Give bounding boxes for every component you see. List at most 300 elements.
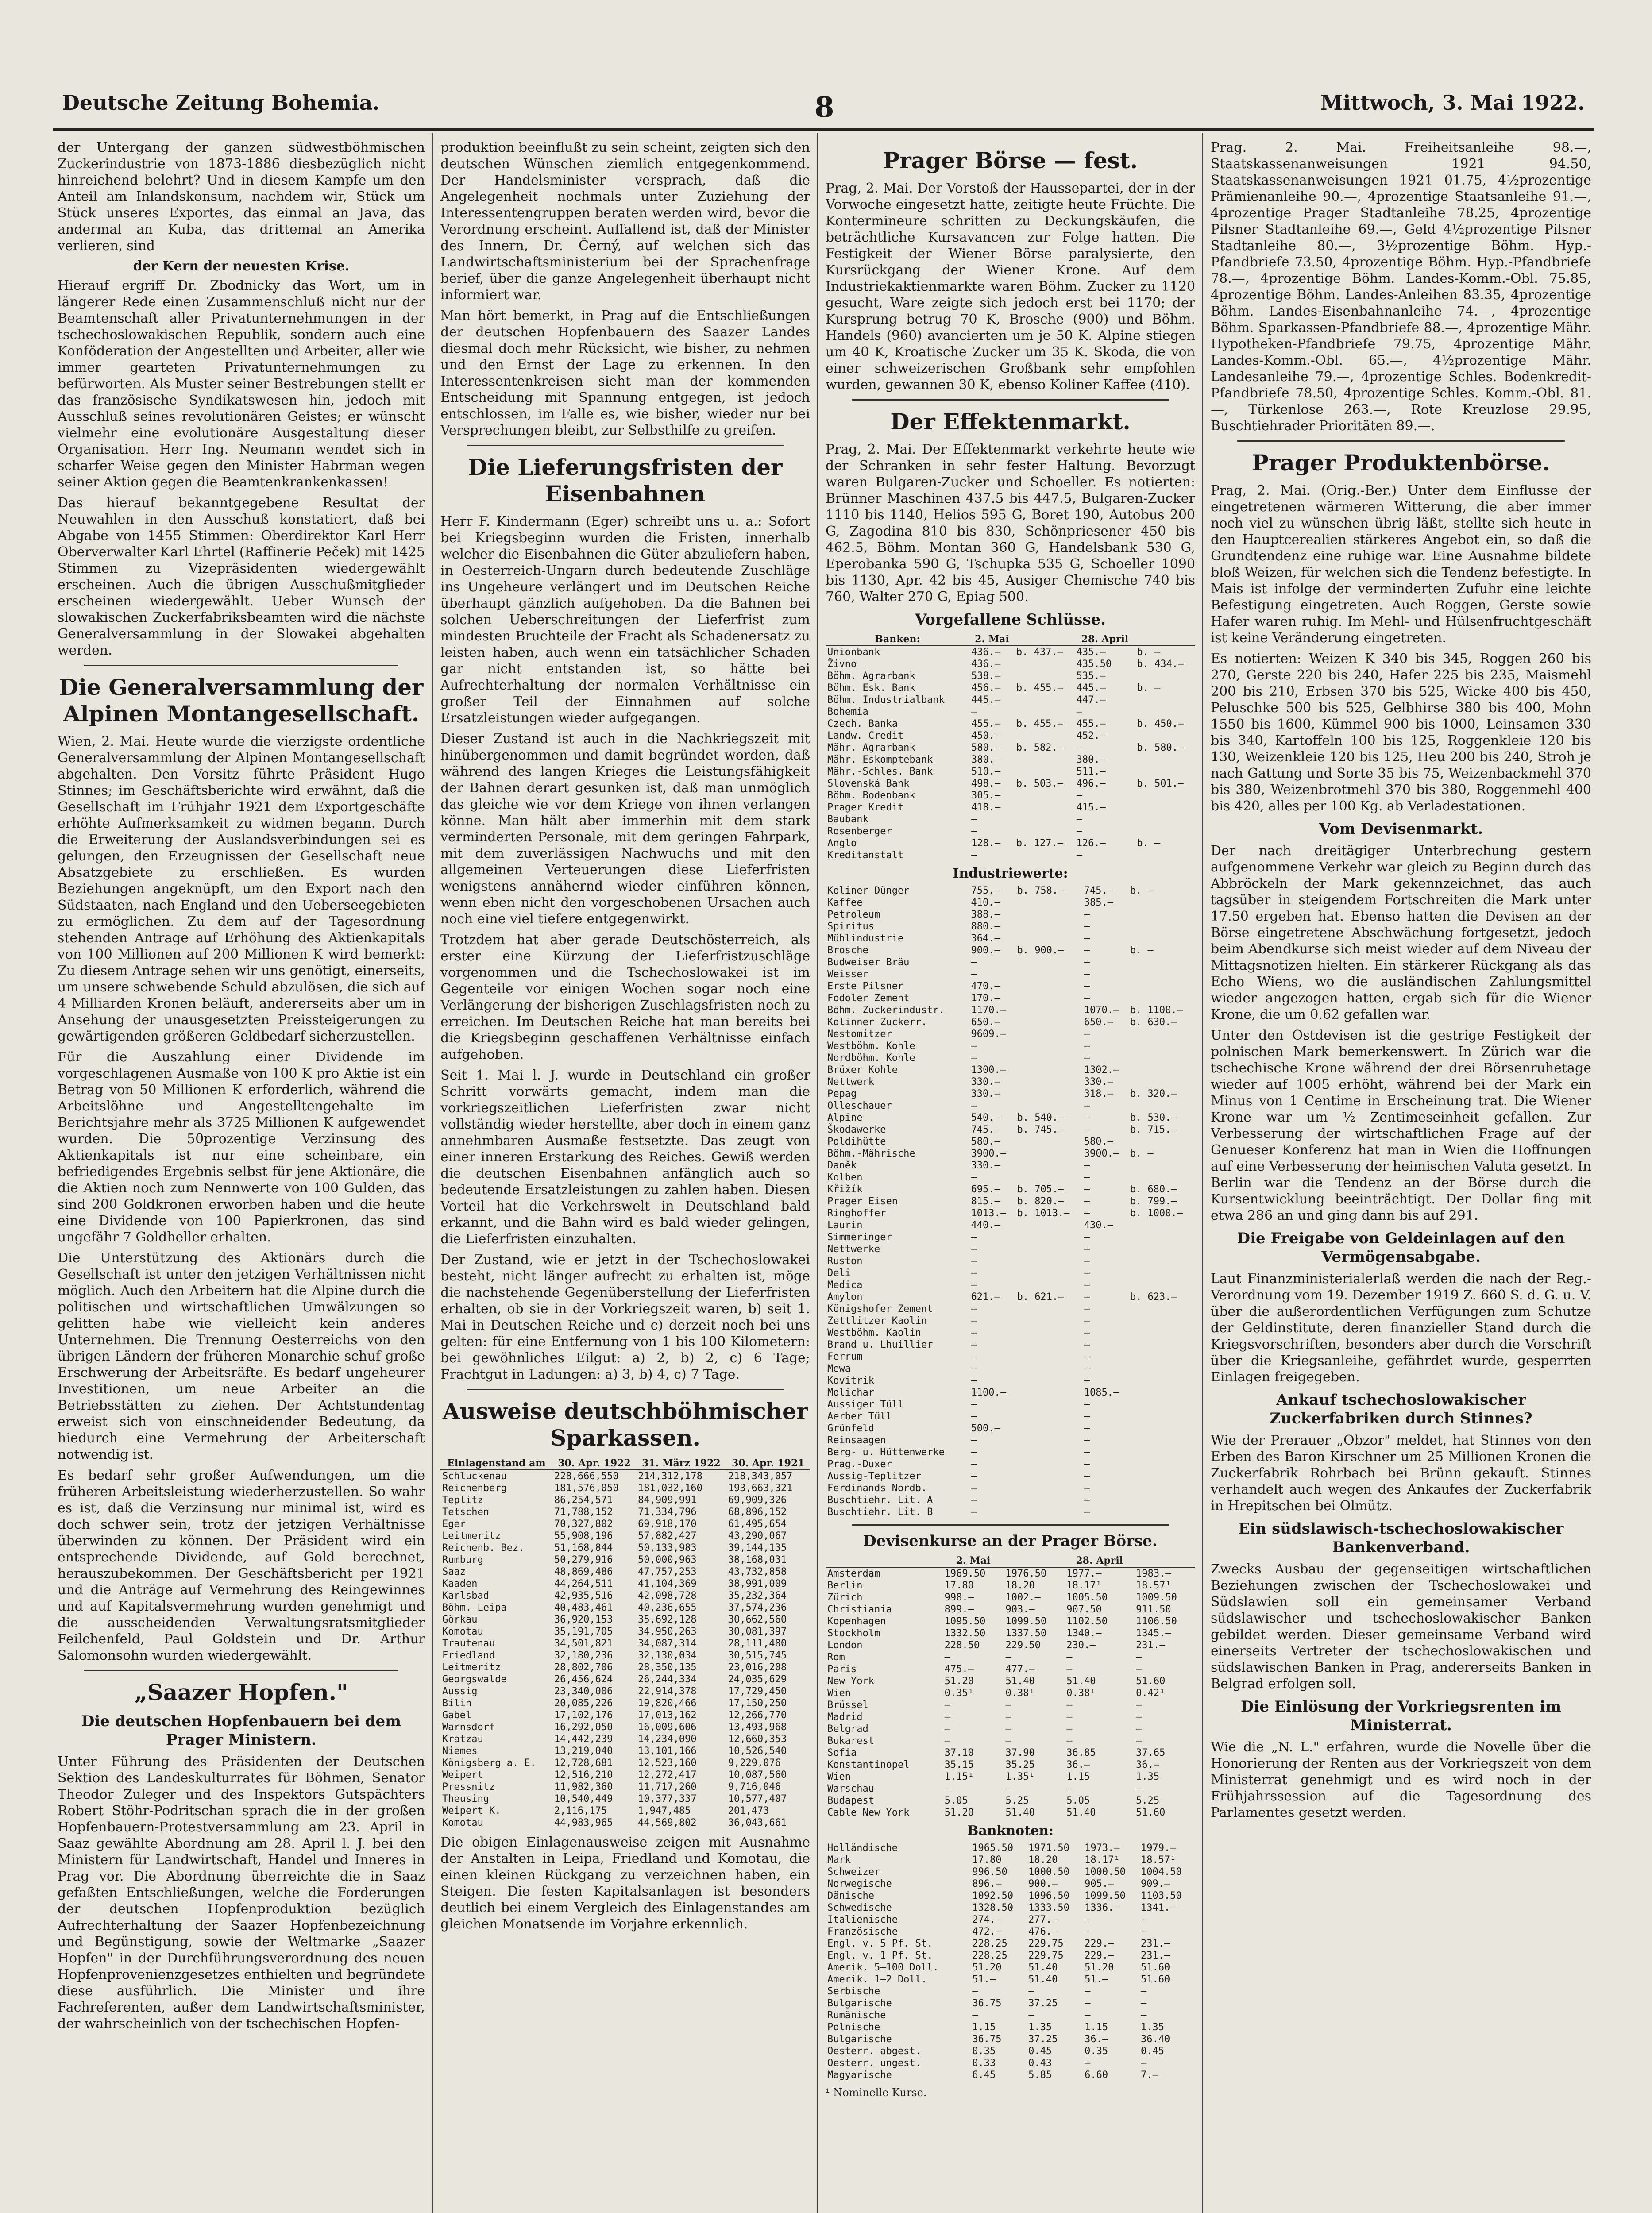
table-cell: —: [1066, 1700, 1073, 1711]
table-cell: —: [1085, 2010, 1091, 2021]
article-paragraph: Es bedarf sehr großer Aufwendungen, um die früheren Arbeitsleistung wiederherzustellen. So wahr es ist, daß die Verzinsung nur minimal ist, wird es doch schwer sein, trotz der jetzigen Verhältnisse überwinden zu können. Der Präsident wird ein entsprechende Dividende, auf Gold berechnet, herauszubekommen. Der Geschäftsbericht per 1921 und die Anträge auf Vermehrung des Reingewinnes und auf Kapitalsvermehrung wurden genehmigt und die ausscheidenden Verwaltungsratsmitglieder Feilchenfeld, Paul Goldstein und Dr. Arthur Salomonsohn wurden wiedergewählt.: [58, 1468, 425, 1663]
table-cell: 10,577,407: [728, 1793, 787, 1804]
table-cell: b. 1100.—: [1130, 1005, 1183, 1016]
article-headline: Die Lieferungsfristen der Eisenbahnen: [468, 454, 783, 507]
table-cell: 26,244,334: [638, 1674, 697, 1685]
table-row: [826, 1040, 1195, 1052]
table-cell: —: [971, 1315, 977, 1326]
table-cell: 5.05: [944, 1795, 968, 1806]
table-cell: —: [971, 1351, 977, 1362]
table-cell: 455.—: [971, 718, 1001, 729]
table-cell: 193,663,321: [728, 1483, 793, 1494]
table-cell: 18.17¹: [1066, 1580, 1102, 1591]
table-row: [826, 1207, 1195, 1219]
table-cell: —: [1136, 1712, 1142, 1723]
table-row: [826, 694, 1195, 706]
table-cell: 580.—: [971, 1136, 1000, 1147]
table-cell: b. 503.—: [1016, 778, 1063, 789]
article-paragraph: Wie der Prerauer „Obzor" meldet, hat Stinnes von den Erben des Baron Kirschner um 25 Millionen Kronen die Zuckerfabrik Rohrbach bei Brünn gekauft. Stinnes verhandelt auch wegen des Ankaufes der Zuckerfabrik in Hrepitschen bei Olmütz.: [1211, 1433, 1591, 1514]
table-cell: —: [1141, 1914, 1147, 1925]
table-cell: Berlin: [827, 1580, 863, 1591]
table-row: [826, 1687, 1195, 1699]
table-cell: Böhm. Agrarbank: [827, 671, 915, 682]
table-row: [440, 1494, 810, 1506]
table-cell: 1099.50: [1005, 1616, 1047, 1627]
subheading: Vorgefallene Schlüsse.: [915, 611, 1106, 628]
table-cell: 51.40: [1005, 1807, 1035, 1818]
table-cell: 17,729,450: [728, 1686, 787, 1697]
divider: [84, 1670, 398, 1671]
table-cell: 418.—: [971, 802, 1001, 813]
table-cell: Baubank: [827, 814, 868, 825]
table-cell: 42,935,516: [554, 1590, 613, 1601]
table-row: [826, 1997, 1195, 2009]
table-cell: 10,377,337: [638, 1793, 697, 1804]
table-cell: 16,292,050: [554, 1722, 613, 1733]
table-row: [826, 1231, 1195, 1243]
article-paragraph: Unter den Ostdevisen ist die gestrige Festigkeit der polnischen Mark bemerkenswert. In Zürich war die tschechische Krone während der drei Börsenruhetage wieder auf 1005 erhöht, während bei der Mark ein Minus von 1 Centime in Erscheinung trat. Die Wiener Krone war um ½ Zentimeseinheit gefallen. Zur Verbesserung der wirtschaftlichen Frage auf der Genueser Konferenz hat man in Wien die Hoffnungen auf eine Verbesserung der heimischen Valuta gesetzt. In Berlin war die Tendenz an der Börse durch die Kursentwicklung beeinträchtigt. Der Dollar fing mit etwa 286 an und ging dann bis auf 291.: [1211, 1028, 1591, 1223]
table-cell: [1135, 766, 1195, 778]
table-cell: 274.—: [972, 1914, 1002, 1925]
table-cell: Eger: [442, 1519, 466, 1530]
table-cell: [1128, 1387, 1195, 1399]
table-cell: 36,920,153: [554, 1614, 613, 1625]
table-cell: Weipert: [442, 1770, 483, 1781]
table-cell: b. 715.—: [1130, 1124, 1177, 1135]
table-cell: 1.15¹: [944, 1771, 974, 1782]
table-cell: 51.40: [1028, 1974, 1058, 1985]
table-cell: Prag.-Duxer: [827, 1459, 892, 1470]
table-row: [826, 1267, 1195, 1279]
table-cell: Grünfeld: [827, 1423, 874, 1434]
table-cell: —: [1076, 814, 1082, 825]
table-cell: 12,266,770: [728, 1710, 787, 1721]
table-cell: [1015, 1315, 1082, 1327]
table-cell: 815.—: [971, 1196, 1000, 1207]
table-cell: 909.—: [1141, 1878, 1170, 1889]
table-cell: —: [971, 969, 977, 980]
column-2: [440, 139, 810, 2213]
table-cell: Poldihütte: [827, 1136, 886, 1147]
table-row: [826, 980, 1195, 992]
table-cell: Fodoler Zement: [827, 993, 910, 1004]
table-row: [440, 1662, 810, 1673]
article-paragraph: Das hierauf bekanntgegebene Resultat der Neuwahlen in den Ausschuß konstatiert, daß bei Abgabe von 1455 Stimmen: Oberdirektor Karl Herr Oberverwalter Karl Ehrtel (Raffinerie Peček) mit 1425 Stimmen zu Vizepräsidenten wiedergewählt erscheinen. Auch die übrigen Ausschußmitglieder erscheinen wiedergewählt. Ueber Wunsch der slowakischen Zuckerfabriksbeamten wird die nächste Generalversammlung in der Slowakei abgehalten werden.: [58, 495, 425, 658]
table-cell: 1170.—: [971, 1005, 1006, 1016]
table-row: [440, 1733, 810, 1745]
table-cell: 35.15: [944, 1759, 974, 1770]
subheading: Ankauf tschechoslowakischer Zuckerfabriken durch Stinnes?: [1270, 1391, 1532, 1427]
article-paragraph: Trotzdem hat aber gerade Deutschösterreich, als erster eine Kürzung der Lieferfristzuschläge vorgenommen und die Tschechoslowakei ist im Gegenteile vor einigen Wochen sogar noch eine Verlängerung der bisherigen Zuschlagsfristen noch zu erreichen. Im Deutschen Reiche hat man bereits bei die Kriegsbeginn geschaffenen Verhältnisse einfach aufgehoben.: [440, 932, 810, 1062]
table-cell: 12,523,160: [638, 1758, 697, 1769]
table-cell: 6.60: [1085, 2070, 1108, 2081]
table-cell: —: [971, 1435, 977, 1446]
table-cell: 32,180,236: [554, 1650, 613, 1661]
table-cell: —: [1076, 790, 1082, 801]
table-cell: 511.—: [1076, 766, 1106, 777]
table-cell: Anglo: [827, 838, 857, 849]
table-cell: 34,950,263: [638, 1626, 697, 1637]
table-cell: 51.60: [1136, 1676, 1166, 1687]
table-cell: —: [1141, 1926, 1147, 1937]
table-cell: b. 705.—: [1017, 1184, 1064, 1195]
table-cell: 70,327,802: [554, 1519, 613, 1530]
table-cell: 37.90: [1005, 1747, 1035, 1758]
table-cell: Kopenhagen: [827, 1616, 886, 1627]
table-cell: —: [971, 1100, 977, 1111]
table-cell: —: [1084, 1339, 1090, 1350]
table-cell: 1341.—: [1141, 1902, 1176, 1913]
table-row: [826, 1363, 1195, 1375]
table-cell: Warnsdorf: [442, 1722, 495, 1733]
column-4: [1211, 139, 1591, 2213]
table-cell: Alpine: [827, 1112, 863, 1123]
table-cell: —: [944, 1652, 950, 1663]
table-cell: 330.—: [971, 1160, 1000, 1171]
table-cell: [1128, 1243, 1195, 1255]
article-paragraph: Laut Finanzministerialerlaß werden die nach der Reg.-Verordnung vom 19. Dezember 1919 Z. 660 S. d. G. u. V. über die außerordentlichen Verfügungen zum Schutze der Geldinstitute, deren finanzieller Stand durch die Kriegsvorschriften, besonders aber durch die Vorschrift über die Kriegsanleihe, gefährdet wurde, gesperrten Einlagen freigegeben.: [1211, 1271, 1591, 1385]
table-cell: [1128, 1028, 1195, 1040]
table-cell: 126.—: [1076, 838, 1106, 849]
table-cell: —: [971, 826, 977, 837]
table-cell: Prager Eisen: [827, 1196, 898, 1207]
table-cell: 36.—: [1066, 1759, 1090, 1770]
table-header: 31. März 1922: [636, 1457, 726, 1470]
table-cell: —: [971, 1471, 977, 1482]
table-cell: 540.—: [971, 1112, 1000, 1123]
table-cell: Křižík: [827, 1184, 863, 1195]
table-cell: —: [1136, 1723, 1142, 1735]
table-cell: Amerik. 1–2 Doll.: [827, 1974, 927, 1985]
table-cell: [1015, 825, 1075, 837]
table-cell: —: [1084, 1303, 1090, 1315]
table-cell: 452.—: [1076, 730, 1106, 741]
table-cell: —: [971, 814, 977, 825]
table-row: [826, 1627, 1195, 1639]
table-cell: Mähr.-Schles. Bank: [827, 766, 933, 777]
table-row: [826, 956, 1195, 968]
table-row: [826, 1592, 1195, 1604]
table-cell: Unionbank: [827, 647, 880, 658]
table-cell: 231.—: [1136, 1640, 1166, 1651]
table-cell: —: [1066, 1652, 1073, 1663]
table-cell: 50,279,916: [554, 1554, 613, 1565]
table-cell: 51.20: [944, 1807, 974, 1818]
table-cell: Landw. Credit: [827, 730, 904, 741]
table-cell: Prager Kredit: [827, 802, 904, 813]
table-cell: 30,662,560: [728, 1614, 787, 1625]
table-cell: [1015, 1411, 1082, 1423]
table-cell: [1128, 933, 1195, 945]
table-cell: 1,947,485: [638, 1805, 691, 1816]
subheading: Ein südslawisch-tschechoslowakischer Bankenverband.: [1238, 1520, 1564, 1556]
table-cell: 410.—: [971, 897, 1000, 908]
table-row: [826, 1890, 1195, 1902]
table-cell: 218,343,057: [728, 1471, 793, 1482]
table-row: [826, 2009, 1195, 2021]
table-cell: 12,728,681: [554, 1758, 613, 1769]
table-cell: 996.50: [972, 1866, 1007, 1878]
table-cell: [1015, 790, 1075, 802]
table-cell: [1015, 1387, 1082, 1399]
table-row: [826, 1064, 1195, 1076]
table-cell: Wien: [827, 1771, 851, 1782]
table-cell: Warschau: [827, 1783, 874, 1794]
table-row: [826, 1974, 1195, 1986]
table-cell: Mark: [827, 1854, 851, 1866]
table-cell: 35,232,364: [728, 1590, 787, 1601]
table-cell: 1013.—: [971, 1208, 1006, 1219]
table-cell: Molichar: [827, 1387, 874, 1398]
table-cell: 30,515,745: [728, 1650, 787, 1661]
table-cell: 330.—: [1084, 1076, 1113, 1087]
table-cell: [1015, 813, 1075, 825]
table-cell: 228.25: [972, 1950, 1007, 1961]
table-cell: [1015, 1219, 1082, 1231]
table-header: [826, 1555, 943, 1567]
table-cell: —: [971, 1399, 977, 1410]
table-cell: 39,144,135: [728, 1542, 787, 1554]
table-cell: Westböhm. Kaolin: [827, 1327, 921, 1338]
table-cell: 1.35¹: [1005, 1771, 1035, 1782]
table-cell: Oesterr. ungest.: [827, 2058, 921, 2069]
divider: [84, 665, 398, 666]
column-1: [58, 139, 425, 2213]
table-cell: —: [971, 1280, 977, 1291]
table-cell: —: [1084, 1435, 1090, 1446]
table-cell: [1015, 1064, 1082, 1076]
table-cell: 55,908,196: [554, 1531, 613, 1542]
table-row: [440, 1542, 810, 1554]
table-cell: [1015, 1399, 1082, 1411]
table-cell: [1128, 1482, 1195, 1494]
table-cell: —: [1084, 1208, 1090, 1219]
table-cell: 500.—: [971, 1423, 1000, 1434]
table-cell: 1100.—: [971, 1387, 1006, 1398]
table-cell: 10,540,449: [554, 1793, 613, 1804]
table-cell: 1.35: [1028, 2022, 1052, 2033]
table-cell: Cable New York: [827, 1807, 910, 1818]
table-row: [826, 1723, 1195, 1735]
table-cell: [1015, 1052, 1082, 1064]
table-cell: Buschtiehr. Lit. B: [827, 1507, 933, 1518]
table-cell: 1.35: [1141, 2022, 1164, 2033]
table-cell: 18.57¹: [1136, 1580, 1171, 1591]
table-row: [826, 1387, 1195, 1399]
table-cell: Böhm. Bodenbank: [827, 790, 915, 801]
table-row: [826, 1088, 1195, 1100]
table-row: [826, 1926, 1195, 1938]
table-cell: —: [1084, 1184, 1090, 1195]
table-cell: —: [1066, 1735, 1073, 1746]
table-row: [440, 1685, 810, 1697]
table-cell: b. 630.—: [1130, 1017, 1177, 1028]
table-cell: —: [1084, 1124, 1090, 1135]
table-cell: —: [1136, 1735, 1142, 1746]
table-row: [826, 1375, 1195, 1387]
table-cell: Sofia: [827, 1747, 857, 1758]
table-cell: New York: [827, 1676, 874, 1687]
table-cell: [1128, 1399, 1195, 1411]
table-cell: 475.—: [944, 1664, 974, 1675]
table-cell: [1015, 1327, 1082, 1339]
table-cell: 18.57¹: [1141, 1854, 1176, 1866]
table-cell: Reichenberg: [442, 1483, 507, 1494]
table-cell: 1004.50: [1141, 1866, 1182, 1878]
table-cell: 28,111,480: [728, 1638, 787, 1649]
table-cell: Czech. Banka: [827, 718, 898, 729]
table-cell: 0.35: [1085, 2046, 1108, 2057]
table-cell: —: [1141, 2058, 1147, 2069]
table-cell: 36.40: [1141, 2034, 1170, 2045]
table-cell: 385.—: [1084, 897, 1113, 908]
table-row: [826, 1434, 1195, 1446]
table-cell: Bulgarische: [827, 1998, 892, 2009]
table-row: [826, 1351, 1195, 1363]
table-cell: b. 540.—: [1017, 1112, 1064, 1123]
table-cell: 44,569,802: [638, 1817, 697, 1828]
table-cell: [1015, 968, 1082, 980]
table-cell: Magyarische: [827, 2070, 892, 2081]
table-row: [826, 1148, 1195, 1160]
table-cell: b. 455.—: [1016, 682, 1063, 694]
table-cell: —: [1136, 1783, 1142, 1794]
table-cell: 580.—: [971, 742, 1001, 753]
table-cell: 84,909,991: [638, 1495, 697, 1506]
table-cell: Böhm. Industrialbank: [827, 694, 945, 706]
table-cell: —: [1085, 2058, 1091, 2069]
table-cell: 2,116,175: [554, 1805, 607, 1816]
table-cell: 20,085,226: [554, 1698, 613, 1709]
table-cell: 36.85: [1066, 1747, 1096, 1758]
table-cell: 330.—: [971, 1088, 1000, 1099]
table-cell: 12,516,210: [554, 1770, 613, 1781]
table-cell: Engl. v. 1 Pf. St.: [827, 1950, 933, 1961]
table-cell: 32,130,034: [638, 1650, 697, 1661]
table-cell: 51.40: [1066, 1807, 1096, 1818]
table-cell: b. 621.—: [1017, 1292, 1064, 1303]
table-cell: 43,290,067: [728, 1531, 787, 1542]
table-row: [826, 1315, 1195, 1327]
table-cell: [1128, 1052, 1195, 1064]
table-row: [440, 1554, 810, 1566]
table-cell: 907.50: [1066, 1604, 1102, 1615]
table-row: [826, 754, 1195, 766]
table-cell: Kaaden: [442, 1578, 478, 1589]
table-cell: b. 799.—: [1130, 1196, 1177, 1207]
table-cell: 35.25: [1005, 1759, 1035, 1770]
table-cell: 899.—: [944, 1604, 974, 1615]
article-paragraph: Prag, 2. Mai. Der Vorstoß der Haussepartei, der in der Vorwoche eingesetzt hatte, zeitigte heute Früchte. Die Kontermineure schritten zu Deckungskäufen, die beträchtliche Kursavancen zur Folge hatten. Die Festigkeit der Wiener Börse paralysierte, den Kursrückgang der Wiener Krone. Auf dem Industriekaktienmarkte waren Böhm. Zucker zu 1120 gesucht, Ware zeigte sich jedoch erst bei 1170; der Kursprung betrug 70 K, Brosche (900) und Böhm. Handels (960) avancierten um je 50 K. Alpine stiegen um 40 K, Kroatische Zucker um 35 K. Skoda, die von einer schweizerischen Großbank sehr empfohlen wurden, gewannen 30 K, ebenso Koliner Kaffee (410).: [826, 181, 1195, 393]
table-cell: 1345.—: [1136, 1628, 1171, 1639]
table-cell: [1015, 658, 1075, 670]
table-row: [826, 1639, 1195, 1651]
table-cell: 22,914,378: [638, 1686, 697, 1697]
table-cell: —: [971, 1041, 977, 1052]
table-cell: b. 501.—: [1137, 778, 1184, 789]
table-cell: 214,312,178: [638, 1471, 702, 1482]
divider: [852, 399, 1169, 401]
table-cell: 229.75: [1028, 1950, 1064, 1961]
table-cell: 305.—: [971, 790, 1001, 801]
table-row: [826, 682, 1195, 694]
table-cell: 37.25: [1028, 1998, 1058, 2009]
article-paragraph: Der nach dreitägiger Unterbrechung gestern aufgenommene Verkehr war gleich zu Beginn durch das Abbröckeln der Mark gekennzeichnet, das auch tagsüber in steigendem Fortschreiten die Mark unter 17.50 ergeben hat. Ebenso hatten die Devisen an der Börse eingetretene Abschwächung fortgesetzt, jedoch beim Abendkurse sich meist wieder auf dem Niveau der Mittagsnotizen hielten. Ein stärkerer Rückgang als das Echo Wiens, wo die ausländischen Zahlungsmittel wieder angezogen hatten, ergab sich für die Wiener Krone, die um 0.62 gefallen war.: [1211, 843, 1591, 1022]
table-cell: b. —: [1137, 682, 1161, 694]
article-paragraph: Wien, 2. Mai. Heute wurde die vierzigste ordentliche Generalversammlung der Alpinen Montangesellschaft abgehalten. Den Vorsitz führte Präsident Hugo Stinnes; im Geschäftsberichte wird erwähnt, daß die Gesellschaft im Frühjahr 1921 dem Exportgeschäfte erhöhte Aufmerksamkeit zu widmen begann. Durch die Erweiterung der Auslandsverbindungen sei es gelungen, den Erzeugnissen der Gesellschaft neue Absatzgebiete zu erschließen. Es wurden Beziehungen angeknüpft, um den Export nach den Südstaaten, nach England und den Ueberseegebieten zu ermöglichen. Zu dem auf der Tagesordnung stehenden Antrage auf Erhöhung des Aktienkapitals von 100 Millionen auf 200 Millionen K wird bemerkt: Zu diesem Antrage sehen wir uns genötigt, einerseits, um unsere schwebende Schuld abzulösen, die sich auf 4 Milliarden Kronen beläuft, andererseits aber um in Ansehung der unausgesetzten Preissteigerungen zu gewärtigenden größeren Geldbedarf sicherzustellen.: [58, 734, 425, 1044]
table-cell: Serbische: [827, 1986, 880, 1997]
table-cell: —: [972, 1986, 978, 1997]
table-cell: 48,869,486: [554, 1566, 613, 1577]
article-paragraph: Für die Auszahlung einer Dividende im vorgeschlagenen Ausmaße von 100 K pro Aktie ist ein Betrag von 50 Millionen K erforderlich, während die Arbeitslöhne und Angestelltengehalte im Berichtsjahre mehr als 3725 Millionen K aufgewendet wurden. Die 50prozentige Verzinsung des Aktienkapitals ist nur eine scheinbare, ein befriedigendes Ergebnis selbst für jene Aktionäre, die die Aktien noch zum Nennwerte von 100 Gulden, das sind 200 Goldkronen erworben haben und die heute eine Dividende von 100 Papierkronen, das sind ungefähr 7 Goldheller erhalten.: [58, 1049, 425, 1245]
table-row: [826, 1004, 1195, 1016]
table-cell: —: [1084, 1100, 1090, 1111]
table-cell: 181,576,050: [554, 1483, 619, 1494]
table-cell: 51.20: [1085, 1962, 1114, 1973]
table-row: [826, 1866, 1195, 1878]
table-row: [826, 1783, 1195, 1795]
table-cell: [1015, 1494, 1082, 1506]
table-cell: —: [1084, 1471, 1090, 1482]
table-row: [826, 1938, 1195, 1950]
table-cell: —: [1084, 1196, 1090, 1207]
table-cell: Böhm.-Leipa: [442, 1602, 507, 1613]
table-cell: [1128, 1458, 1195, 1470]
table-cell: 0.38¹: [1066, 1688, 1096, 1699]
table-cell: [1015, 766, 1075, 778]
table-header: 2. Mai: [943, 1555, 1004, 1567]
table-cell: 0.43: [1028, 2058, 1052, 2069]
table-row: [826, 1458, 1195, 1470]
table-cell: 447.—: [1076, 694, 1106, 706]
table-cell: 880.—: [971, 921, 1000, 932]
table-cell: —: [1084, 1459, 1090, 1470]
column-divider: [432, 133, 433, 2213]
table-cell: —: [1084, 1447, 1090, 1458]
table-cell: London: [827, 1640, 863, 1651]
table-row: [826, 670, 1195, 682]
table-cell: —: [944, 1700, 950, 1711]
table-cell: [1015, 1136, 1082, 1148]
table-cell: Norwegische: [827, 1878, 892, 1889]
table-cell: —: [1005, 1723, 1011, 1735]
table-cell: Rom: [827, 1652, 845, 1663]
subheading: der Kern der neuesten Krise.: [133, 258, 350, 274]
table-cell: 900.—: [1028, 1878, 1058, 1889]
table-cell: [1128, 1434, 1195, 1446]
table-cell: 496.—: [1076, 778, 1106, 789]
table-cell: —: [1141, 1998, 1147, 2009]
subheading: Vom Devisenmarkt.: [1319, 820, 1483, 838]
table-cell: 745.—: [1084, 885, 1113, 896]
table-cell: Erste Pilsner: [827, 981, 904, 992]
table-cell: 51.40: [1005, 1676, 1035, 1687]
table-cell: —: [944, 1735, 950, 1746]
article-paragraph: Zwecks Ausbau der gegenseitigen wirtschaftlichen Beziehungen zwischen der Tschechoslowakei und Südslawien soll ein gemeinsamer Verband südslawischer und tschechoslowakischer Banken gebildet werden. Dieser gemeinsame Verband wird einerseits Vertreter der tschechoslowakischen und südslawischen Banken in Prag, andererseits Banken in Belgrad erfolgen soll.: [1211, 1561, 1591, 1692]
table-row: [440, 1590, 810, 1602]
table-cell: [1015, 1446, 1082, 1458]
table-cell: [1128, 1411, 1195, 1423]
table-cell: 170.—: [971, 993, 1000, 1004]
table-row: [826, 1423, 1195, 1434]
table-cell: —: [1084, 1363, 1090, 1374]
table-row: [826, 1482, 1195, 1494]
table-cell: 1979.—: [1141, 1843, 1176, 1854]
table-cell: 476.—: [1028, 1926, 1058, 1937]
table-cell: —: [1084, 1399, 1090, 1410]
table-cell: —: [1084, 1327, 1090, 1338]
table-cell: Slovenská Bank: [827, 778, 910, 789]
